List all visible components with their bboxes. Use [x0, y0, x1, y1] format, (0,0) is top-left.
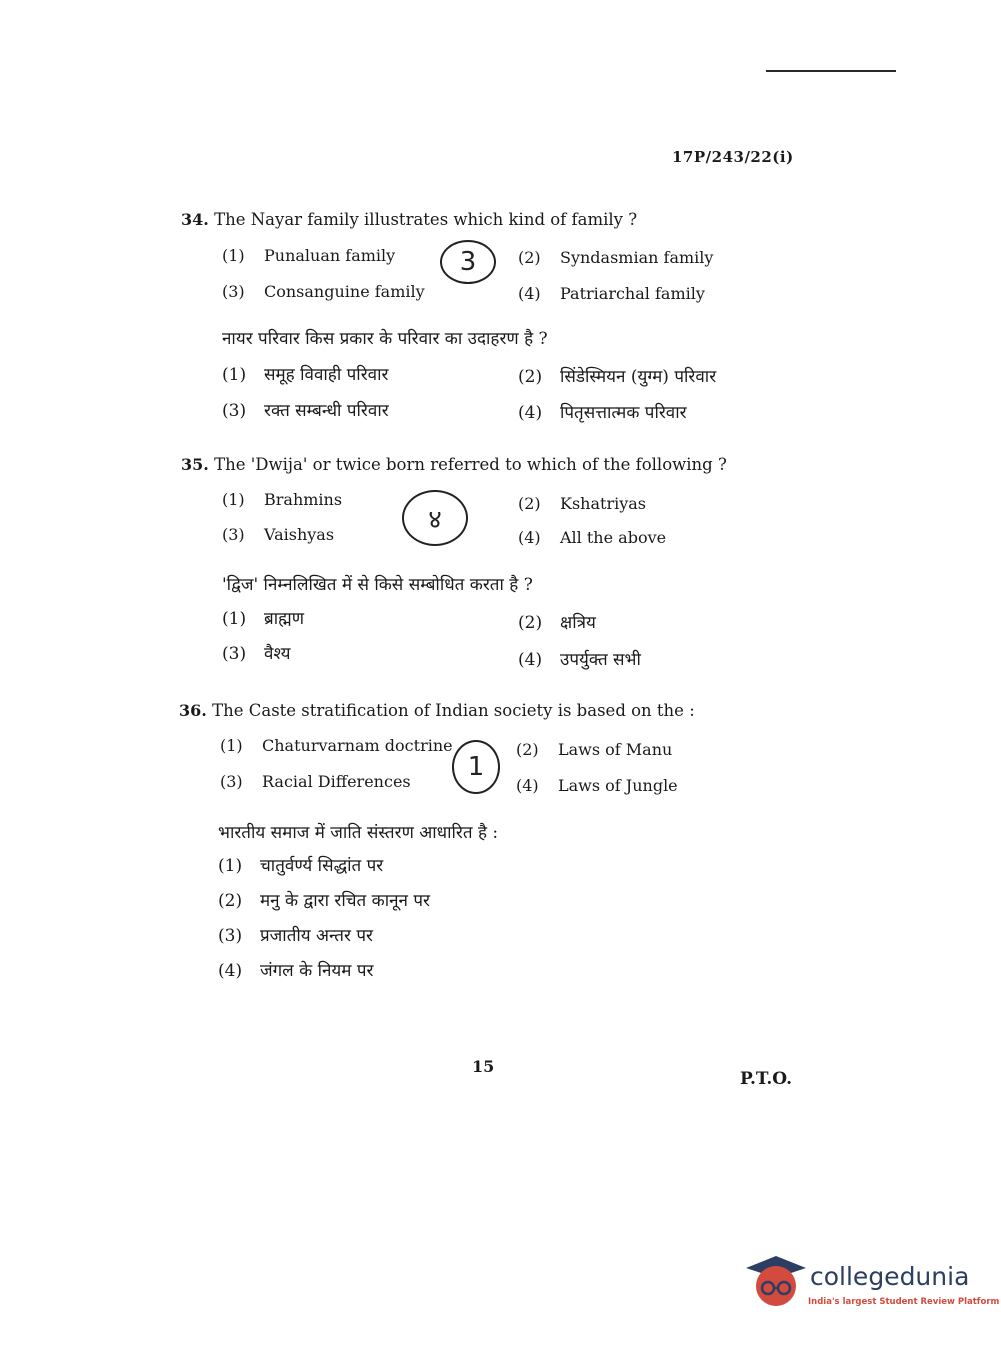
brand-tagline: India's largest Student Review Platform [808, 1297, 1000, 1307]
q36-hindi-option-1: (1) चातुर्वर्ण्य सिद्धांत पर [218, 856, 384, 876]
q35-hindi-option-2: (2) क्षत्रिय [518, 613, 596, 633]
question-text: The 'Dwija' or twice born referred to which of the following ? [214, 455, 727, 474]
q34-option-3: (3) Consanguine family [222, 282, 425, 301]
q36-answer-mark: 1 [452, 740, 500, 794]
q34-hindi-option-4: (4) पितृसत्तात्मक परिवार [518, 403, 687, 423]
q34-hindi-option-3: (3) रक्त सम्बन्धी परिवार [222, 401, 389, 421]
q36-hindi-option-3: (3) प्रजातीय अन्तर पर [218, 926, 373, 946]
q35-hindi-text: 'द्विज' निम्नलिखित में से किसे सम्बोधित करता है ? [222, 575, 533, 595]
q35-option-3: (3) Vaishyas [222, 525, 335, 544]
q36-option-3: (3) Racial Differences [220, 772, 411, 791]
q34-hindi-text: नायर परिवार किस प्रकार के परिवार का उदाहरण है ? [222, 329, 548, 349]
q34-hindi-option-2: (2) सिंडेस्मियन (युग्म) परिवार [518, 367, 717, 387]
q35-option-2: (2) Kshatriyas [518, 494, 646, 513]
q34-option-4: (4) Patriarchal family [518, 284, 705, 303]
question-number: 35. [181, 455, 209, 474]
question-35 [181, 455, 727, 474]
question-number: 36. [179, 701, 207, 720]
brand-name: collegedunia [810, 1262, 970, 1291]
q34-answer-mark: 3 [440, 240, 496, 284]
q35-option-4: (4) All the above [518, 528, 667, 547]
q35-hindi-option-4: (4) उपर्युक्त सभी [518, 650, 641, 670]
question-text: The Caste stratification of Indian society is based on the : [212, 701, 695, 720]
pto-label: P.T.O. [740, 1069, 792, 1089]
q36-hindi-option-4: (4) जंगल के नियम पर [218, 961, 374, 981]
q36-hindi-option-2: (2) मनु के द्वारा रचित कानून पर [218, 891, 430, 911]
q34-hindi-option-1: (1) समूह विवाही परिवार [222, 365, 389, 385]
q35-hindi-option-3: (3) वैश्य [222, 644, 291, 664]
top-rule [766, 70, 896, 72]
page-number: 15 [472, 1057, 495, 1076]
question-36 [179, 701, 695, 720]
paper-code: 17P/243/22(i) [672, 148, 794, 166]
q36-option-1: (1) Chaturvarnam doctrine [220, 736, 453, 755]
q36-hindi-text: भारतीय समाज में जाति संस्तरण आधारित है : [218, 823, 499, 843]
question-text: The Nayar family illustrates which kind of family ? [214, 210, 638, 229]
q34-option-2: (2) Syndasmian family [518, 248, 714, 267]
question-number: 34. [181, 210, 209, 229]
q36-option-4: (4) Laws of Jungle [516, 776, 678, 795]
collegedunia-logo-icon [742, 1252, 808, 1310]
q35-option-1: (1) Brahmins [222, 490, 343, 509]
question-34 [181, 210, 637, 229]
q34-option-1: (1) Punaluan family [222, 246, 396, 265]
q36-option-2: (2) Laws of Manu [516, 740, 673, 759]
q35-hindi-option-1: (1) ब्राह्मण [222, 609, 305, 629]
q35-answer-mark: ४ [402, 490, 468, 546]
